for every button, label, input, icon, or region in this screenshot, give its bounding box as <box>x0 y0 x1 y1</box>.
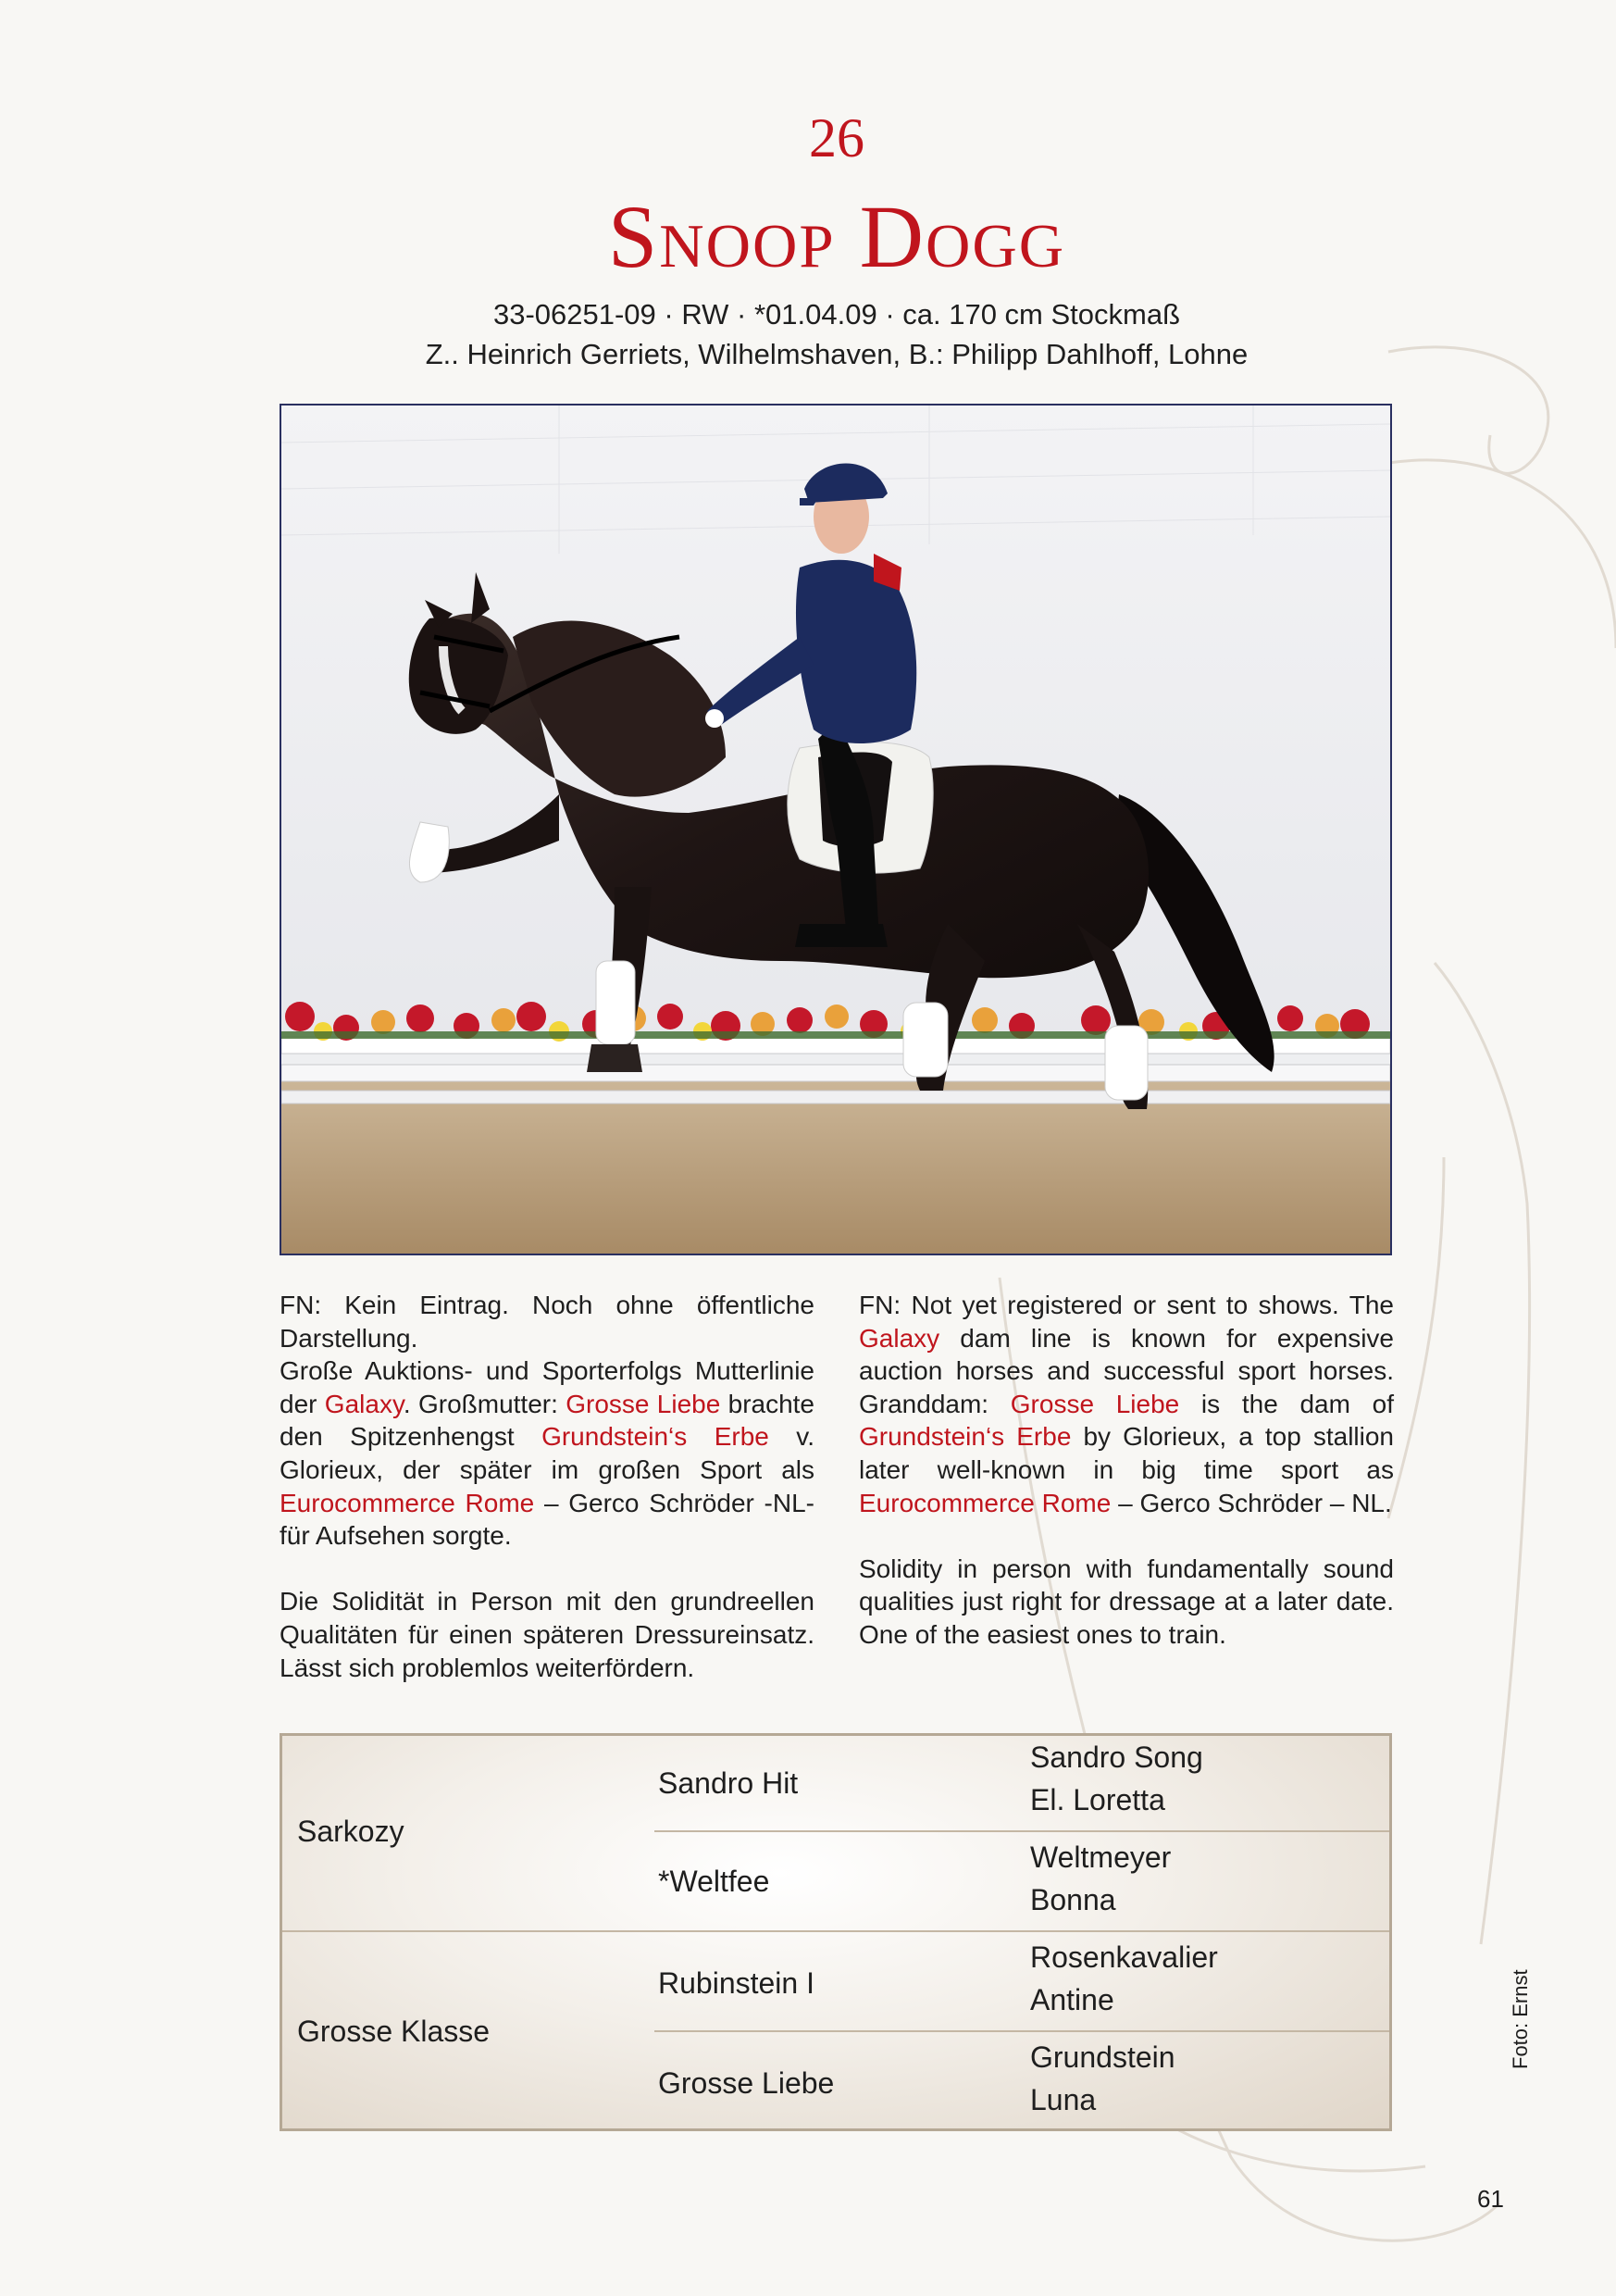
description-german <box>280 1289 814 1684</box>
pedigree-dam: Grosse Klasse <box>297 2015 491 2048</box>
horse-info-line: 33-06251-09 · RW · *01.04.09 · ca. 170 cm Stockmaß <box>492 298 1181 331</box>
pedigree-sire-sire: Sandro Hit <box>658 1766 799 1800</box>
photo-credit: Foto: Ernst <box>1509 1969 1532 2069</box>
pedigree-sd-sire: Weltmeyer <box>1030 1841 1172 1874</box>
horse-rider-photo-icon <box>281 406 1390 1254</box>
text-segment: dam line is known for expensive auction horses and successful sport horses. Granddam: <box>859 1323 1394 1418</box>
pedigree-table <box>280 1733 1392 2131</box>
highlight-eurocommerce-rome: Eurocommerce Rome <box>859 1488 1112 1517</box>
pedigree-divider-sire <box>654 1830 1389 1832</box>
lot-number: 26 <box>809 107 864 168</box>
pedigree-ss-sire: Sandro Song <box>1030 1741 1203 1774</box>
highlight-galaxy: Galaxy <box>324 1389 404 1418</box>
text-segment: . Großmutter: <box>403 1389 566 1418</box>
text-segment: – Gerco Schröder -NL- für Aufsehen sorgte. <box>280 1488 814 1551</box>
pedigree-ds-sire: Rosenkavalier <box>1030 1940 1218 1974</box>
highlight-grosse-liebe: Grosse Liebe <box>566 1389 721 1418</box>
text-segment: brachte den Spitzenhengst <box>280 1389 815 1452</box>
pedigree-sire-dam: *Weltfee <box>658 1865 770 1898</box>
pedigree-dam-dam: Grosse Liebe <box>658 2066 835 2100</box>
highlight-grundsteins-erbe: Grundstein‘s Erbe <box>541 1422 769 1452</box>
pedigree-dd-dam: Luna <box>1030 2083 1097 2116</box>
pedigree-divider-dam <box>654 2030 1389 2032</box>
german-paragraph-1 <box>280 1289 814 1553</box>
text-segment: – Gerco Schröder – NL. <box>1111 1488 1392 1517</box>
pedigree-ds-dam: Antine <box>1030 1983 1114 2016</box>
text-segment: is the dam of <box>1179 1389 1394 1418</box>
horse-name-title: Snoop Dogg <box>607 187 1066 286</box>
highlight-grosse-liebe: Grosse Liebe <box>1010 1389 1180 1418</box>
text-segment: by Glorieux, a top stallion later well-known in big time sport as <box>859 1422 1395 1484</box>
german-paragraph-2: Die Solidität in Person mit den grundreellen Qualitäten für einen späteren Dressureinsatz. Lässt sich problemlos weiterfördern. <box>280 1587 814 1682</box>
breeder-owner-line: Z.. Heinrich Gerriets, Wilhelmshaven, B.: Philipp Dahlhoff, Lohne <box>425 338 1249 370</box>
page-number: 61 <box>1477 2185 1504 2213</box>
text-segment: v. Glorieux, der später im großen Sport als <box>280 1422 815 1484</box>
text-segment: FN: Kein Eintrag. Noch ohne öffentliche Darstellung. <box>280 1291 814 1353</box>
highlight-eurocommerce-rome: Eurocommerce Rome <box>280 1488 535 1517</box>
highlight-galaxy: Galaxy <box>859 1323 940 1353</box>
horse-photo <box>280 404 1392 1255</box>
pedigree-ss-dam: El. Loretta <box>1030 1783 1165 1816</box>
highlight-grundsteins-erbe: Grundstein‘s Erbe <box>859 1422 1072 1452</box>
pedigree-divider-main <box>282 1930 1389 1932</box>
description-english <box>859 1289 1394 1652</box>
text-segment: FN: Not yet registered or sent to shows. The <box>859 1291 1394 1319</box>
pedigree-dam-sire: Rubinstein I <box>658 1966 814 2000</box>
pedigree-dd-sire: Grundstein <box>1030 2040 1175 2074</box>
text-segment: Große Auktions- und Sporterfolgs Mutterlinie der <box>280 1356 814 1418</box>
pedigree-sd-dam: Bonna <box>1030 1883 1116 1916</box>
pedigree-sire: Sarkozy <box>297 1815 404 1848</box>
english-paragraph-2: Solidity in person with fundamentally sound qualities just right for dressage at a later date. One of the easiest ones to train. <box>859 1554 1394 1649</box>
english-paragraph-1 <box>859 1289 1394 1519</box>
